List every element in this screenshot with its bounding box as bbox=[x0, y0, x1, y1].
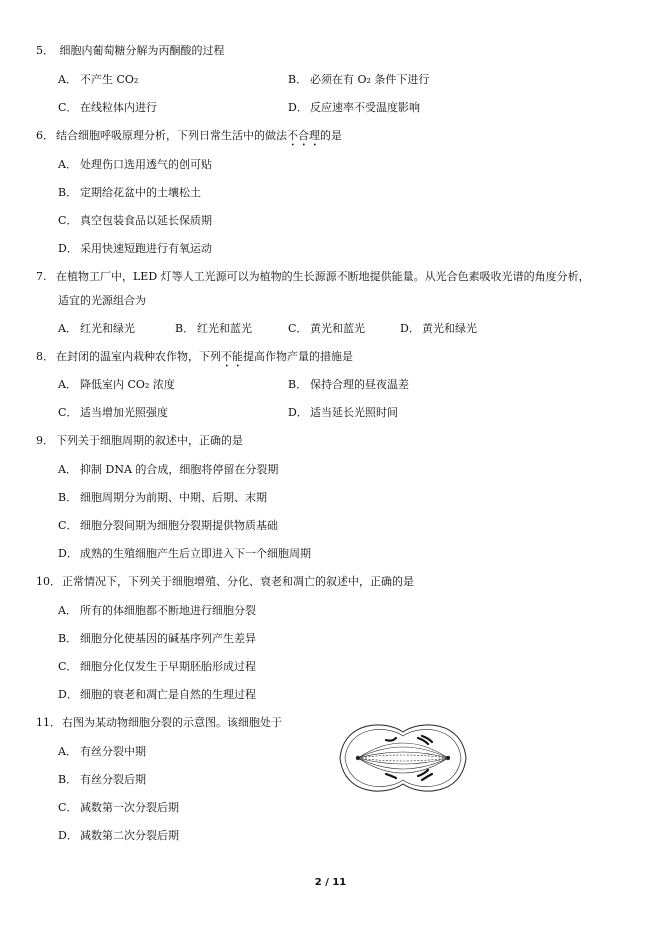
centrosome-left bbox=[356, 756, 360, 760]
option-text: 适当延长光照时间 bbox=[310, 406, 398, 419]
option-text: 黄光和绿光 bbox=[422, 322, 477, 335]
question-7 bbox=[36, 268, 590, 284]
question-10 bbox=[36, 573, 414, 589]
option-letter: B． bbox=[288, 73, 308, 86]
option-text: 反应速率不受温度影响 bbox=[310, 101, 420, 114]
option-letter: C． bbox=[58, 214, 78, 227]
option-letter: D． bbox=[288, 101, 308, 114]
option-letter: C． bbox=[58, 801, 78, 814]
option-text: 黄光和蓝光 bbox=[310, 322, 365, 335]
question-number: 6． bbox=[36, 129, 54, 142]
option-text: 处理伤口选用透气的创可贴 bbox=[80, 158, 212, 171]
option-text: 真空包装食品以延长保质期 bbox=[80, 214, 212, 227]
option-text: 有丝分裂中期 bbox=[80, 745, 146, 758]
spindle-fibers bbox=[358, 743, 448, 773]
option-b bbox=[288, 376, 409, 392]
option-letter: A． bbox=[58, 378, 77, 391]
question-number: 10． bbox=[36, 575, 61, 588]
option-text: 细胞分裂间期为细胞分裂期提供物质基础 bbox=[80, 519, 278, 532]
option-text: 细胞周期分为前期、中期、后期、末期 bbox=[80, 491, 267, 504]
question-number: 5． bbox=[36, 44, 54, 57]
option-b bbox=[288, 71, 429, 87]
option-text: 保持合理的昼夜温差 bbox=[310, 378, 409, 391]
option-a bbox=[58, 320, 135, 336]
option-letter: A． bbox=[58, 158, 77, 171]
option-text: 适当增加光照强度 bbox=[80, 406, 168, 419]
option-d bbox=[288, 99, 420, 115]
question-stem-part: 提高作物产量的措施是 bbox=[243, 350, 353, 363]
question-stem: 右图为某动物细胞分裂的示意图。该细胞处于 bbox=[62, 716, 282, 729]
option-letter: B． bbox=[288, 378, 308, 391]
option-letter: A． bbox=[58, 73, 77, 86]
page-number: 2 / 11 bbox=[314, 877, 347, 888]
option-letter: D． bbox=[400, 322, 420, 335]
option-letter: B． bbox=[58, 491, 78, 504]
inner-membrane bbox=[345, 729, 461, 786]
chromosomes-upper bbox=[386, 736, 432, 744]
option-letter: A． bbox=[58, 745, 77, 758]
option-d bbox=[288, 404, 398, 420]
option-text: 在线粒体内进行 bbox=[80, 101, 157, 114]
option-text: 降低室内 CO₂ 浓度 bbox=[80, 378, 175, 391]
option-b bbox=[58, 184, 201, 200]
question-number: 8． bbox=[36, 350, 54, 363]
option-letter: D． bbox=[58, 688, 78, 701]
centrosome-right bbox=[446, 756, 450, 760]
option-a bbox=[58, 602, 256, 618]
option-c bbox=[58, 99, 157, 115]
option-c bbox=[58, 658, 256, 674]
option-letter: B． bbox=[58, 186, 78, 199]
question-number: 7. bbox=[36, 270, 47, 283]
option-letter: D． bbox=[58, 547, 78, 560]
option-text: 有丝分裂后期 bbox=[80, 773, 146, 786]
option-letter: B． bbox=[58, 773, 78, 786]
option-letter: C． bbox=[58, 519, 78, 532]
question-stem-part: 的是 bbox=[320, 129, 342, 142]
option-text: 细胞分化使基因的碱基序列产生差异 bbox=[80, 632, 256, 645]
option-c bbox=[58, 404, 168, 420]
option-letter: B． bbox=[175, 322, 195, 335]
option-letter: D． bbox=[58, 829, 78, 842]
option-text: 成熟的生殖细胞产生后立即进入下一个细胞周期 bbox=[80, 547, 311, 560]
option-c bbox=[288, 320, 365, 336]
option-letter: D． bbox=[58, 242, 78, 255]
option-b bbox=[58, 771, 146, 787]
question-number: 9． bbox=[36, 434, 54, 447]
question-stem-line: 在植物工厂中，LED 灯等人工光源可以为植物的生长源源不断地提供能量。从光合色素吸收光谱的角度分析， bbox=[56, 270, 590, 283]
option-b bbox=[58, 630, 256, 646]
option-text: 定期给花盆中的土壤松土 bbox=[80, 186, 201, 199]
option-c bbox=[58, 799, 179, 815]
option-letter: C． bbox=[58, 406, 78, 419]
option-text: 不产生 CO₂ bbox=[80, 73, 139, 86]
option-letter: A． bbox=[58, 604, 77, 617]
option-text: 所有的体细胞都不断地进行细胞分裂 bbox=[80, 604, 256, 617]
option-a bbox=[58, 376, 175, 392]
cell-division-diagram bbox=[336, 718, 470, 798]
question-stem-part: 结合细胞呼吸原理分析，下列日常生活中的做法 bbox=[56, 129, 287, 142]
question-11 bbox=[36, 714, 282, 730]
option-c bbox=[58, 212, 212, 228]
question-stem: 正常情况下，下列关于细胞增殖、分化、衰老和凋亡的叙述中，正确的是 bbox=[62, 575, 414, 588]
option-a bbox=[58, 71, 138, 87]
option-d bbox=[58, 240, 212, 256]
option-letter: C． bbox=[58, 660, 78, 673]
option-c bbox=[58, 517, 278, 533]
option-b bbox=[175, 320, 252, 336]
option-d bbox=[58, 686, 256, 702]
option-a bbox=[58, 743, 146, 759]
option-letter: C． bbox=[58, 101, 78, 114]
option-text: 细胞分化仅发生于早期胚胎形成过程 bbox=[80, 660, 256, 673]
option-d bbox=[58, 827, 179, 843]
question-stem: 细胞内葡萄糖分解为丙酮酸的过程 bbox=[59, 44, 225, 57]
option-text: 减数第一次分裂后期 bbox=[80, 801, 179, 814]
option-text: 必须在有 O₂ 条件下进行 bbox=[310, 73, 430, 86]
option-text: 红光和绿光 bbox=[80, 322, 135, 335]
option-a bbox=[58, 461, 278, 477]
question-7-line-2 bbox=[58, 292, 146, 308]
option-d bbox=[58, 545, 311, 561]
option-d bbox=[400, 320, 477, 336]
option-letter: C． bbox=[288, 322, 308, 335]
question-stem-part: 在封闭的温室内栽种农作物，下列 bbox=[56, 350, 221, 363]
option-letter: B． bbox=[58, 632, 78, 645]
chromosomes-lower bbox=[386, 770, 432, 780]
option-letter: A． bbox=[58, 463, 77, 476]
question-5 bbox=[36, 42, 225, 58]
option-letter: D． bbox=[288, 406, 308, 419]
option-text: 采用快速短跑进行有氧运动 bbox=[80, 242, 212, 255]
emphasis-text: 不合理 bbox=[287, 129, 320, 142]
option-letter: A． bbox=[58, 322, 77, 335]
option-text: 抑制 DNA 的合成，细胞将停留在分裂期 bbox=[80, 463, 279, 476]
question-stem-line: 适宜的光源组合为 bbox=[58, 294, 146, 307]
option-text: 减数第二次分裂后期 bbox=[80, 829, 179, 842]
question-9 bbox=[36, 432, 243, 448]
option-text: 细胞的衰老和凋亡是自然的生理过程 bbox=[80, 688, 256, 701]
emphasis-text: 不能 bbox=[221, 350, 243, 363]
option-a bbox=[58, 156, 212, 172]
question-number: 11． bbox=[36, 716, 61, 729]
question-8 bbox=[36, 348, 353, 370]
option-b bbox=[58, 489, 267, 505]
question-6 bbox=[36, 127, 342, 149]
option-text: 红光和蓝光 bbox=[197, 322, 252, 335]
question-stem: 下列关于细胞周期的叙述中，正确的是 bbox=[56, 434, 243, 447]
